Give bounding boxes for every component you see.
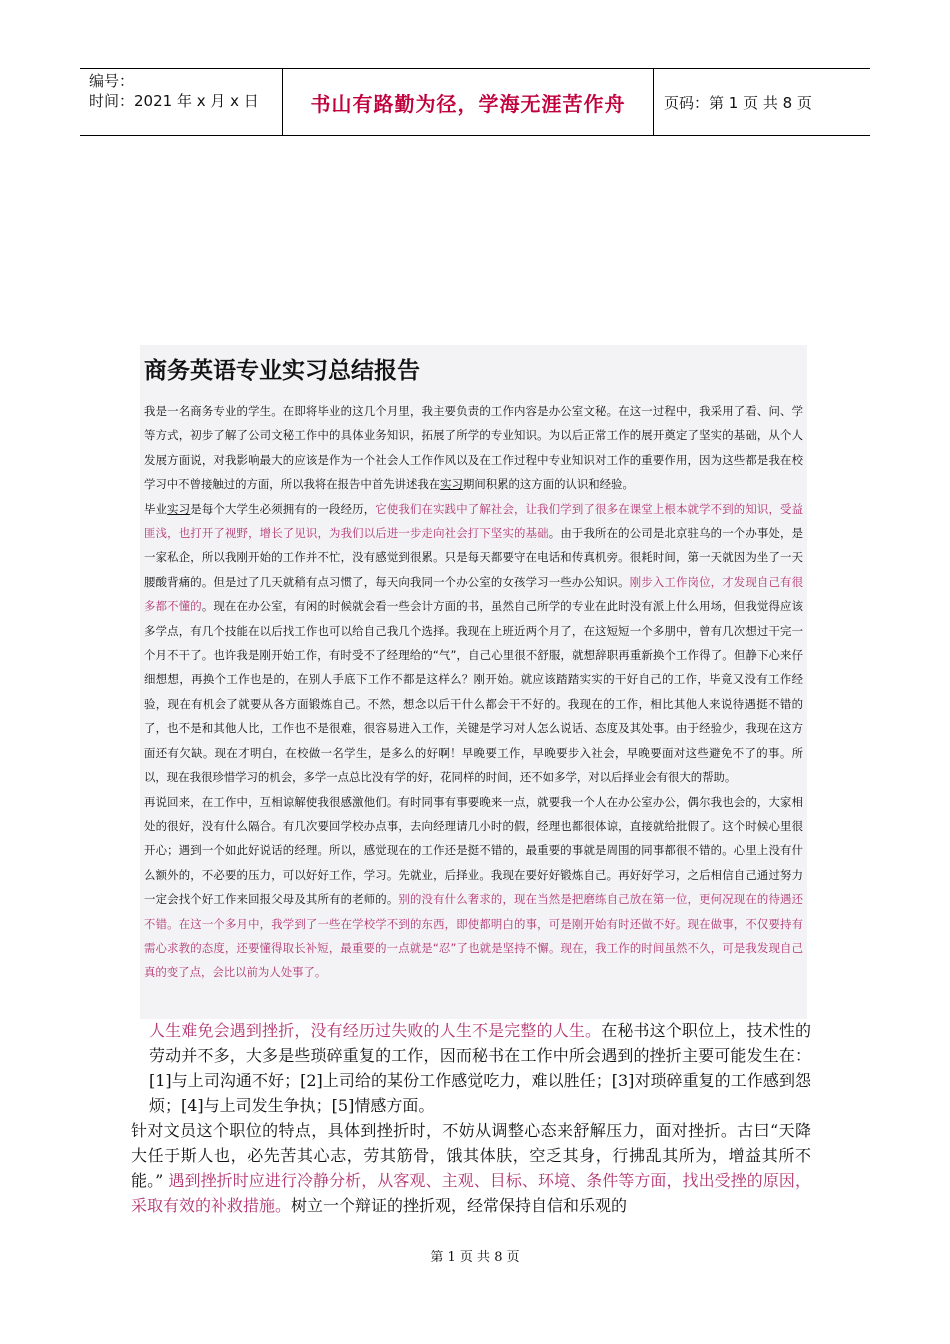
text-span: 毕业 bbox=[144, 501, 168, 516]
text-span: 期间积累的这方面的认识和经验。 bbox=[462, 477, 634, 492]
highlighted-text: 遇到挫折时应进行冷静分析，从客观、主观、目标、环境、条件等方面，找出受挫的原因，采取有效的补救措施。 bbox=[131, 1171, 811, 1215]
body-paragraph-2 bbox=[131, 1118, 811, 1218]
text-span: 再说回来，在工作中，互相谅解使我很感激他们。有时同事有事要晚来一点，就要我一个人在办公室办公，偶尔我也会的，大家相处的很好，没有什么隔合。有几次要回学校办点事，去向经理请几小时的假，经理也都很体谅，直接就给批假了。这个时候心里很开心；遇到一个如此好说话的经理。所以，感觉现在的工作还是挺不错的，最重要的事就是周围的同事都很不错的。心里上没有什么额外的，不必要的压力，可以好好工作，学习。先就业，后择业。我现在要好好锻炼自己。再好好学习，之后相信自己通过努力一定会找个好工作来回报父母及其所有的老师的。 bbox=[144, 794, 803, 907]
page-header-table bbox=[80, 68, 870, 136]
internship-link[interactable]: 实习 bbox=[167, 501, 191, 516]
header-motto: 书山有路勤为径，学海无涯苦作舟 bbox=[282, 69, 654, 135]
document-number-label: 编号： bbox=[89, 72, 135, 90]
article-paragraph-2 bbox=[144, 497, 803, 790]
text-span: 。由于我所在的公司是北京驻乌的一个办事处，是一家私企，所以我刚开始的工作并不忙，没有感觉到很累。只是每天都要守在电话和传真机旁。很耗时间，第一天就因为坐了一天腰酸背痛的。但是过了几天就稍有点习惯了，每天向我同一个办公室的女孩学习一些办公知识。 bbox=[144, 526, 803, 589]
text-span: 。现在在办公室，有闲的时候就会看一些会计方面的书，虽然自己所学的专业在此时没有派上什么用场，但我觉得应该多学点，有几个技能在以后找工作也可以给自己我几个选择。我现在上班近两个月了，在这短短一个多朋中，曾有几次想过干完一个月不干了。也许我是刚开始工作，有时受不了经理给的“气”，自己心里很不舒服，就想辞职再重新换个工作得了。但静下心来仔细想想，再换个工作也是的，在别人手底下工作不都是这样么？刚开始。就应该踏踏实实的干好自己的工作，毕竟又没有工作经验，现在有机会了就要从各方面锻炼自己。不然，想念以后干什么都会干不好的。我现在的工作，相比其他人来说待遇挺不错的了，也不是和其他人比，工作也不是很难，很容易进入工作，关键是学习对人怎么说话、态度及其处事。由于经验少，我现在这方面还有欠缺。现在才明白，在校做一名学生，是多么的好啊！早晚要工作，早晚要步入社会，早晚要面对这些避免不了的事。所以，现在我很珍惜学习的机会，多学一点总比没有学的好，花同样的时间，还不如多学，对以后择业会有很大的帮助。 bbox=[144, 599, 803, 785]
body-text bbox=[131, 1018, 811, 1218]
article-paragraph-3 bbox=[144, 790, 803, 985]
article-paragraph-1 bbox=[144, 399, 803, 497]
header-page-info: 页码：第 1 页 共 8 页 bbox=[664, 93, 812, 112]
highlighted-text: 刚步入工作岗位，才发现自己有很多都不懂的 bbox=[144, 574, 803, 614]
report-title: 商务英语专业实习总结报告 bbox=[144, 358, 420, 384]
text-span: 针对文员这个职位的特点，具体到挫折时，不妨从调整心态来舒解压力，面对挫折。古曰“天降大任于斯人也，必先苦其心志，劳其筋骨，饿其体肤，空乏其身，行拂乱其所为，增益其所不能。” bbox=[131, 1121, 811, 1190]
highlighted-text: 别的没有什么奢求的，现在当然是把磨练自己放在第一位，更何况现在的待遇还不错。在这一个多月中，我学到了一些在学校学不到的东西，即使都明白的事，可是刚开始有时还做不好。现在做事，不仅要持有需心求教的态度，还要懂得取长补短，最重要的一点就是“忍”了也就是坚持不懈。现在，我工作的时间虽然不久，可是我发现自己真的变了点，会比以前为人处事了。 bbox=[144, 892, 803, 980]
text-span: 树立一个辩证的挫折观，经常保持自信和乐观的 bbox=[291, 1196, 628, 1215]
report-article bbox=[140, 345, 807, 1019]
document-date-label: 时间：2021 年 x 月 x 日 bbox=[89, 92, 259, 110]
internship-link[interactable]: 实习 bbox=[440, 477, 463, 492]
text-span: 我是一名商务专业的学生。在即将毕业的这几个月里，我主要负责的工作内容是办公室文秘。在这一过程中，我采用了看、问、学等方式，初步了解了公司文秘工作中的具体业务知识，拓展了所学的专业知识。为以后正常工作的展开奠定了坚实的基础，从个人发展方面说，对我影响最大的应该是作为一个社会人工作作风以及在工作过程中专业知识对工作的重要作用，因为这些都是我在校学习中不曾接触过的方面，所以我将在报告中首先讲述我在 bbox=[144, 404, 803, 492]
body-paragraph-1 bbox=[131, 1018, 811, 1118]
highlighted-text: 它使我们在实践中了解社会，让我们学到了很多在课堂上根本就学不到的知识，受益匪浅，也打开了视野，增长了见识，为我们以后进一步走向社会打下坚实的基础 bbox=[144, 501, 803, 541]
header-left-cell bbox=[80, 69, 282, 135]
text-span: 是每个大学生必须拥有的一段经历， bbox=[190, 501, 376, 516]
text-span: 在秘书这个职位上，技术性的劳动并不多，大多是些琐碎重复的工作，因而秘书在工作中所会遇到的挫折主要可能发生在：[1]与上司沟通不好；[2]上司给的某份工作感觉吃力，难以胜任；[3]对琐碎重复的工作感到怨烦；[4]与上司发生争执；[5]情感方面。 bbox=[149, 1021, 811, 1115]
page-footer: 第 1 页 共 8 页 bbox=[430, 1250, 520, 1265]
highlighted-text: 人生难免会遇到挫折，没有经历过失败的人生不是完整的人生。 bbox=[149, 1021, 602, 1040]
